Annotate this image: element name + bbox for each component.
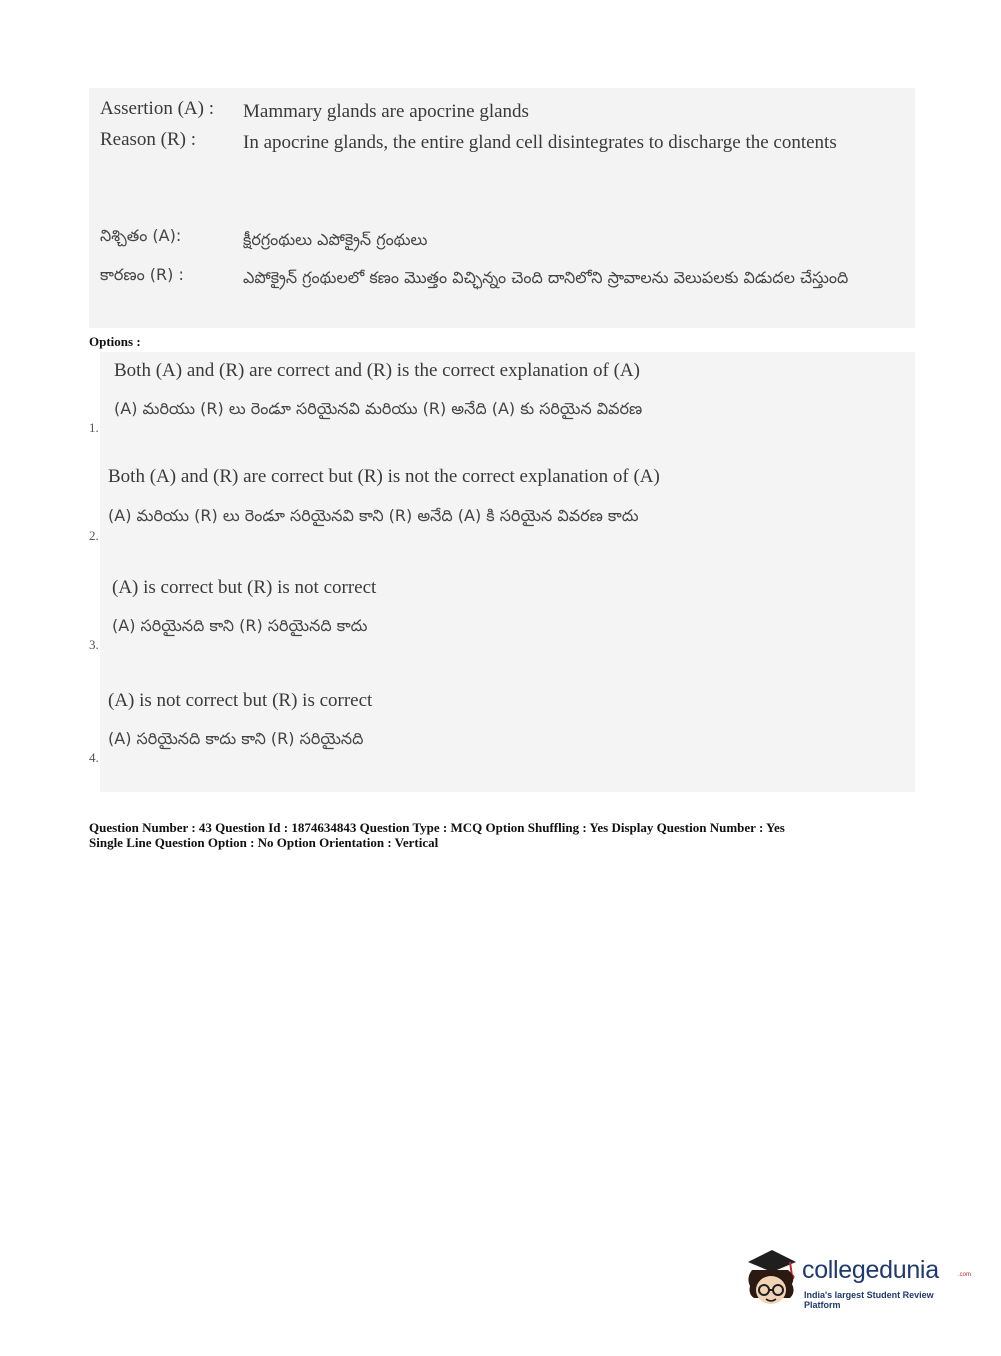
option-2-text-te: (A) మరియు (R) లు రెండూ సరియైనవి కాని (R) అనేది (A) కి సరియైన వివరణ కాదు — [108, 506, 639, 525]
collegedunia-logo[interactable] — [742, 1248, 972, 1312]
assertion-text-en: Mammary glands are apocrine glands — [243, 101, 529, 122]
mascot-icon — [742, 1248, 800, 1312]
reason-text-te: ఎపోక్రైన్ గ్రంథులలో కణం మొత్తం విచ్ఛిన్నం చెంది దానిలోని స్రావాలను వెలుపలకు విడుదల చేస్తుంది — [243, 268, 849, 287]
option-4-number: 4. — [89, 750, 99, 765]
option-3-text-te: (A) సరియైనది కాని (R) సరియైనది కాదు — [112, 616, 368, 635]
option-1-text-te: (A) మరియు (R) లు రెండూ సరియైనవి మరియు (R) అనేది (A) కు సరియైన వివరణ — [114, 399, 643, 418]
question-metadata — [89, 820, 939, 850]
assertion-text-te: క్షీరగ్రంథులు ఎపోక్రైన్ గ్రంథులు — [243, 230, 428, 249]
option-3-text-en: (A) is correct but (R) is not correct — [112, 577, 377, 598]
metadata-line-1: Question Number : 43 Question Id : 1874634843 Question Type : MCQ Option Shuffling : Yes Display Question Number : Yes — [89, 820, 785, 835]
assertion-label-te: నిశ్చితం (A): — [100, 226, 182, 245]
option-3-number: 3. — [89, 637, 99, 652]
assertion-label-en: Assertion (A) : — [100, 98, 214, 119]
logo-dotcom: .com — [958, 1272, 972, 1278]
options-label: Options : — [89, 334, 141, 349]
option-2-text-en: Both (A) and (R) are correct but (R) is not the correct explanation of (A) — [108, 466, 660, 487]
option-2-number: 2. — [89, 528, 99, 543]
reason-label-te: కారణం (R) : — [100, 265, 184, 284]
option-1-text-en: Both (A) and (R) are correct and (R) is the correct explanation of (A) — [114, 360, 640, 381]
option-4-text-te: (A) సరియైనది కాదు కాని (R) సరియైనది — [108, 729, 364, 748]
reason-text-en: In apocrine glands, the entire gland cell disintegrates to discharge the contents — [243, 132, 837, 153]
metadata-line-2: Single Line Question Option : No Option Orientation : Vertical — [89, 835, 439, 850]
logo-tagline: India's largest Student Review Platform — [804, 1290, 934, 1310]
option-4-text-en: (A) is not correct but (R) is correct — [108, 690, 373, 711]
option-1-number: 1. — [89, 420, 99, 435]
logo-wordmark: collegedunia — [802, 1256, 939, 1284]
reason-label-en: Reason (R) : — [100, 129, 197, 150]
